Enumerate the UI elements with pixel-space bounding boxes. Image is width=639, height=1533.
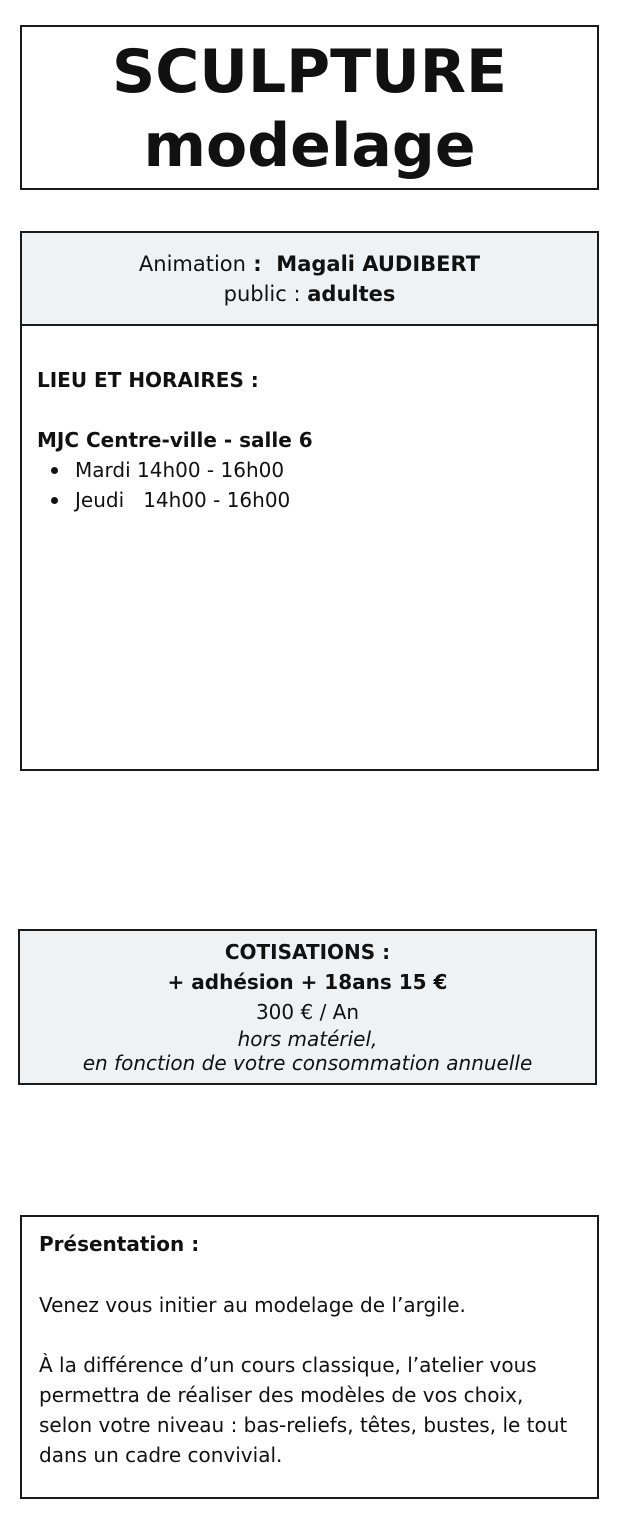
schedule-list	[37, 455, 290, 515]
public-value: adultes	[307, 282, 396, 306]
animation-box	[20, 231, 599, 326]
bullet-icon	[51, 467, 58, 474]
cotisations-adhesion: + adhésion + 18ans 15 €	[167, 970, 448, 994]
cotisations-note-1: hors matériel,	[237, 1027, 378, 1051]
lieu-heading: LIEU ET HORAIRES :	[37, 368, 259, 392]
bullet-icon	[51, 497, 58, 504]
animation-label: Animation	[138, 252, 246, 276]
presentation-paragraph-2: À la différence d’un cours classique, l’atelier vous permettra de réaliser des modèles de vos choix, selon votre niveau : bas-reliefs, têtes, bustes, le tout dans un cadre convivial.	[39, 1353, 568, 1467]
animation-separator: :	[245, 252, 277, 276]
lieu-place: MJC Centre-ville - salle 6	[37, 428, 313, 452]
schedule-item	[37, 485, 290, 515]
title-sub: modelage	[143, 111, 476, 181]
presentation-paragraph-1: Venez vous initier au modelage de l’argile.	[39, 1293, 466, 1317]
public-line	[22, 279, 597, 309]
schedule-text: Jeudi 14h00 - 16h00	[75, 488, 291, 512]
schedule-text: Mardi 14h00 - 16h00	[75, 458, 285, 482]
title-main: SCULPTURE	[111, 37, 507, 107]
presentation-heading: Présentation :	[39, 1232, 200, 1256]
lieu-horaires-box	[20, 325, 599, 771]
title-box	[20, 25, 599, 190]
cotisations-note-2: en fonction de votre consommation annuelle	[82, 1051, 533, 1075]
cotisations-box	[18, 929, 597, 1085]
schedule-item	[37, 455, 290, 485]
animator-name: Magali AUDIBERT	[276, 252, 481, 276]
cotisations-heading: COTISATIONS :	[224, 940, 391, 964]
presentation-box	[20, 1215, 599, 1499]
public-label: public :	[223, 282, 308, 306]
cotisations-price: 300 € / An	[255, 1000, 360, 1024]
animation-line	[22, 249, 597, 279]
